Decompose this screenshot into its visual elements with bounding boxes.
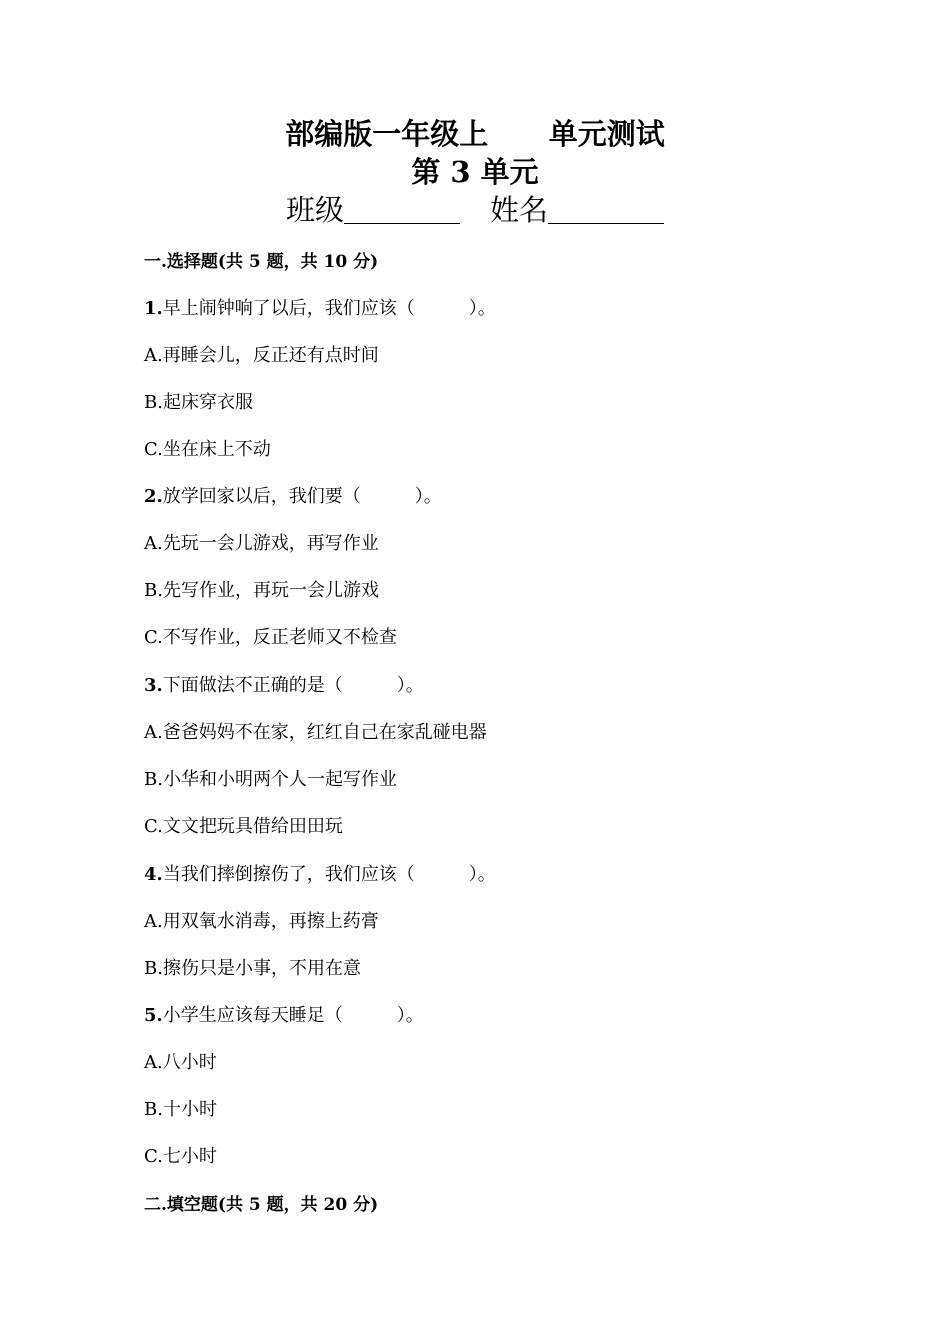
option-4a: A.用双氧水消毒，再擦上药膏 [144,911,379,932]
option-1a: A.再睡会儿，反正还有点时间 [144,345,379,366]
unit-subtitle: 第 3 单元 [411,155,539,189]
option-4b: B.擦伤只是小事，不用在意 [144,958,361,979]
question-4 [144,863,496,887]
section-heading-choice: 一.选择题(共 5 题，共 10 分) [144,252,379,272]
question-text: 下面做法不正确的是（ ）。 [162,675,424,696]
option-3b: B.小华和小明两个人一起写作业 [144,769,397,790]
question-text: 早上闹钟响了以后，我们应该（ ）。 [162,298,496,319]
name-label: 姓名 [490,193,549,227]
question-number: 1. [144,298,163,319]
question-text: 小学生应该每天睡足（ ）。 [162,1005,424,1026]
title-test: 单元测试 [548,117,665,151]
question-3 [144,674,424,698]
class-blank[interactable] [344,193,460,224]
question-5 [144,1004,424,1028]
question-2 [144,485,442,509]
option-2c: C.不写作业，反正老师又不检查 [144,627,397,648]
option-5c: C.七小时 [144,1146,217,1167]
question-number: 2. [144,486,163,507]
option-2b: B.先写作业，再玩一会儿游戏 [144,580,379,601]
option-5b: B.十小时 [144,1099,217,1120]
section-heading-fill: 二.填空题(共 5 题，共 20 分) [144,1195,379,1215]
option-1c: C.坐在床上不动 [144,439,271,460]
question-number: 4. [144,864,163,885]
option-2a: A.先玩一会儿游戏，再写作业 [144,533,379,554]
student-info [0,190,950,230]
option-3a: A.爸爸妈妈不在家，红红自己在家乱碰电器 [144,722,487,743]
class-label: 班级 [285,193,344,227]
name-blank[interactable] [548,193,664,224]
option-1b: B.起床穿衣服 [144,392,253,413]
title-grade: 部编版一年级上 [285,117,489,151]
question-1 [144,297,496,321]
option-5a: A.八小时 [144,1052,217,1073]
question-number: 5. [144,1005,163,1026]
option-3c: C.文文把玩具借给田田玩 [144,816,343,837]
question-text: 当我们摔倒擦伤了，我们应该（ ）。 [162,864,496,885]
exam-title [0,116,950,152]
question-number: 3. [144,675,163,696]
question-text: 放学回家以后，我们要（ ）。 [162,486,442,507]
